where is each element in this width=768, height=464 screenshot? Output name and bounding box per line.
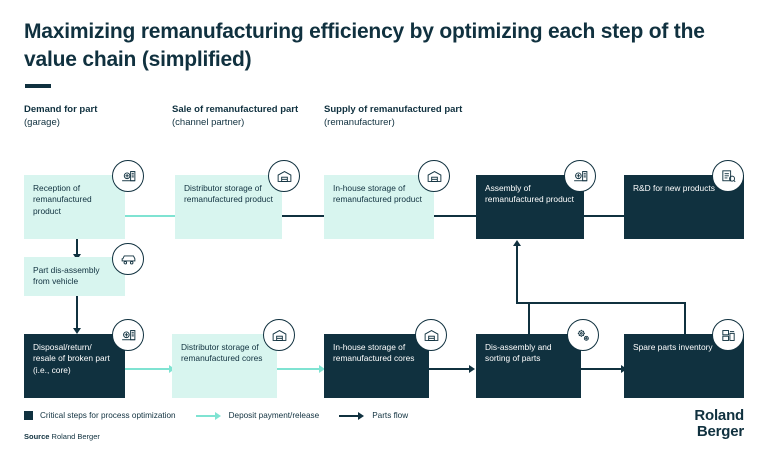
box-reception-label: Reception of remanufactured product <box>33 183 92 216</box>
column-heading-sale <box>172 104 307 130</box>
box-disassembly-vehicle-label: Part dis-assembly from vehicle <box>33 265 100 287</box>
box-spare-parts-label: Spare parts inventory <box>633 342 713 352</box>
column-heading-demand-sub: (garage) <box>24 116 60 128</box>
column-heading-sale-title: Sale of remanufactured part <box>172 104 299 115</box>
legend-mint-arrow-icon <box>196 412 222 420</box>
legend-item-critical <box>24 411 176 420</box>
connector-spare-parts-riser <box>684 302 686 334</box>
page-title: Maximizing remanufacturing efficiency by optimizing each step of the value chain (simplified) <box>24 20 705 71</box>
legend-item-deposit <box>196 411 320 420</box>
connector-spare-parts-to-assembly <box>516 246 518 304</box>
box-inhouse-storage-cores-label: In-house storage of remanufactured cores <box>333 342 415 364</box>
source-label: Source <box>24 432 50 441</box>
gears-icon <box>567 319 599 351</box>
column-heading-supply-title: Supply of remanufactured part <box>324 104 463 115</box>
column-heading-demand <box>24 104 154 130</box>
box-sorting-label: Dis-assembly and sorting of parts <box>485 342 552 364</box>
column-heading-supply <box>324 104 584 130</box>
connector-rnd-to-assembly <box>584 215 624 217</box>
vehicle-disassembly-icon <box>112 243 144 275</box>
connector-sorting-to-spare-parts <box>581 368 621 370</box>
box-distributor-storage-cores-label: Distributor storage of remanufactured cores <box>181 342 263 364</box>
source-value: Roland Berger <box>51 432 100 441</box>
box-disposal[interactable] <box>24 334 125 398</box>
connector-inhouse-cores-to-sorting <box>429 368 469 370</box>
warehouse-icon-distributor-product <box>268 160 300 192</box>
warehouse-icon-distributor-cores <box>263 319 295 351</box>
connector-distributor-to-reception <box>125 215 175 217</box>
connector-disposal-to-distributor-cores <box>125 368 169 370</box>
box-disassembly-vehicle[interactable] <box>24 257 125 296</box>
box-inhouse-storage-product-label: In-house storage of remanufactured product <box>333 183 422 205</box>
legend <box>24 411 428 420</box>
connector-inhouse-to-distributor <box>282 215 324 217</box>
column-heading-supply-sub: (remanufacturer) <box>324 116 395 128</box>
box-inhouse-storage-cores[interactable] <box>324 334 429 398</box>
connector-spare-parts-to-assembly-arrow <box>513 240 521 246</box>
box-distributor-storage-product[interactable] <box>175 175 282 239</box>
disposal-icon <box>112 319 144 351</box>
connector-distributor-cores-to-inhouse-cores <box>277 368 319 370</box>
title-underline <box>25 84 51 88</box>
box-assembly-label: Assembly of remanufactured product <box>485 183 574 205</box>
warehouse-icon-inhouse-cores <box>415 319 447 351</box>
spare-parts-icon <box>712 319 744 351</box>
legend-item-critical-label: Critical steps for process optimization <box>40 411 176 420</box>
reception-icon <box>112 160 144 192</box>
connector-disassembly-to-disposal <box>76 296 78 332</box>
connector-spare-parts-horizontal <box>516 302 686 304</box>
warehouse-icon-inhouse-product <box>418 160 450 192</box>
brand-logo-line1: Roland <box>694 407 744 424</box>
box-distributor-storage-product-label: Distributor storage of remanufactured product <box>184 183 273 205</box>
source-note <box>24 432 100 441</box>
box-reception[interactable] <box>24 175 125 239</box>
legend-item-parts-flow-label: Parts flow <box>372 411 409 420</box>
assembly-icon <box>564 160 596 192</box>
connector-inhouse-cores-to-sorting-arrow <box>469 365 475 373</box>
brand-logo-line2: Berger <box>696 423 744 441</box>
column-heading-sale-sub: (channel partner) <box>172 116 245 128</box>
brand-logo <box>694 408 744 440</box>
box-inhouse-storage-product[interactable] <box>324 175 434 239</box>
box-disposal-label: Disposal/return/ resale of broken part (i.e., core) <box>33 342 110 375</box>
column-heading-demand-title: Demand for part <box>24 104 98 115</box>
connector-sorting-riser <box>528 302 530 334</box>
legend-dark-square-icon <box>24 411 33 420</box>
box-sorting[interactable] <box>476 334 581 398</box>
legend-item-deposit-label: Deposit payment/release <box>228 411 320 420</box>
legend-item-parts-flow <box>339 411 408 420</box>
rnd-icon <box>712 160 744 192</box>
legend-dark-arrow-icon <box>339 412 365 420</box>
connector-assembly-to-inhouse <box>434 215 476 217</box>
box-distributor-storage-cores[interactable] <box>172 334 277 398</box>
box-rnd-label: R&D for new products <box>633 183 715 193</box>
